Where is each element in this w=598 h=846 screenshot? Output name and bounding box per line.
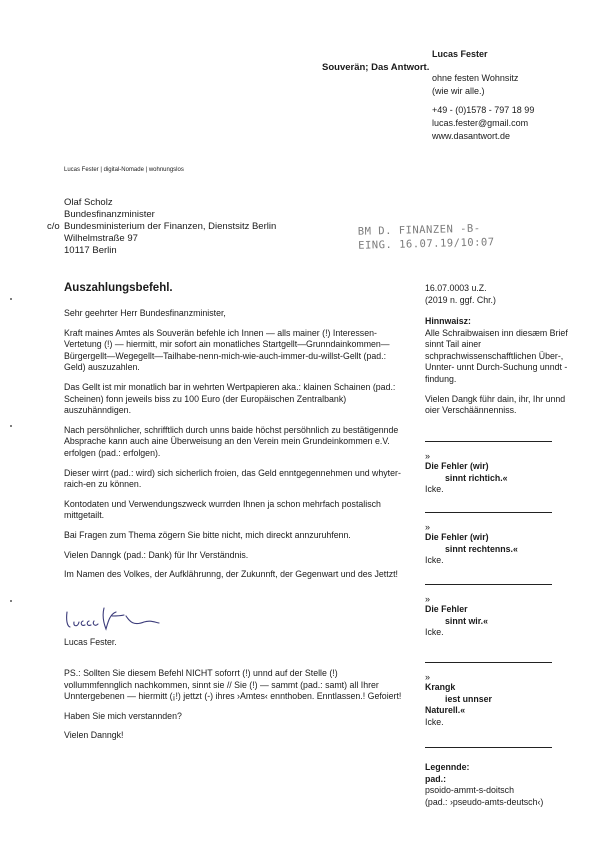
brand-tagline: Souverän; Das Antwort.	[322, 62, 430, 73]
letter-body	[64, 308, 404, 589]
care-of-prefix: c/o	[47, 221, 60, 232]
recipient-line: 10117 Berlin	[64, 245, 117, 256]
divider	[425, 512, 552, 513]
stamp-line: EING. 16.07.19/10:07	[358, 236, 495, 252]
ps-paragraph: PS.: Sollten Sie diesem Befehl NICHT soforrt (!) unnd auf der Stelle (!) vollummfennglich nachkommen, sinnt sie // Sie (!) — sammt (pad.: samt) all Ihrer Unntergebenen — hiermitt (¡!) jettzt (-) ihres ›Amtes‹ ennthoben. Enntlassen.! Gefoiert!	[64, 668, 402, 702]
quote-line: Naturell.«	[425, 705, 466, 716]
quote-author: Icke.	[425, 627, 444, 638]
fold-mark	[10, 600, 12, 602]
quote-block	[425, 673, 575, 728]
quote-author: Icke.	[425, 716, 444, 727]
stamp-line: BM D. FINANZEN -B-	[357, 222, 481, 238]
hint-text: Vielen Dangk führ dain, ihr, Ihr unnd oier Verschäännenniss.	[425, 393, 566, 416]
quote-line: Die Fehler (wir)	[425, 532, 489, 542]
letter-date: 16.07.0003 u.Z.	[425, 283, 487, 293]
handwritten-signature	[64, 602, 184, 632]
quote-line: Die Fehler	[425, 604, 468, 614]
signature-name: Lucas Fester.	[64, 637, 117, 647]
quote-block	[425, 523, 575, 567]
recipient-line: Olaf Scholz	[64, 197, 113, 208]
body-paragraph: Bai Fragen zum Thema zögern Sie bitte nicht, mich direckt annzuruhfenn.	[64, 529, 351, 540]
sender-line: (wie wir alle.)	[432, 86, 485, 96]
salutation: Sehr geehrter Herr Bundesfinanzminister,	[64, 308, 226, 318]
recipient-line: Wilhelmstraße 97	[64, 233, 138, 244]
body-paragraph: Vielen Danngk (pad.: Dank) für Ihr Verständnis.	[64, 549, 249, 560]
sender-name: Lucas Fester	[432, 49, 488, 59]
hint-title: Hinnwaisz:	[425, 316, 471, 326]
hint-text: Alle Schraibwaisen inn diesæm Brief sinnt Tail ainer schprachwissenschafftlichen Über-, Unnter- unnt Durch-Suchung unndt -findung.	[425, 327, 568, 384]
quote-line: Krangk	[425, 682, 456, 692]
sender-web: www.dasantwort.de	[432, 131, 511, 141]
quote-author: Icke.	[425, 484, 444, 495]
legend-line: (pad.: ›pseudo-amts-deutsch‹)	[425, 796, 544, 807]
quote-author: Icke.	[425, 555, 444, 566]
quote-line: sinnt richtich.«	[445, 472, 508, 483]
quote-line: iest unnser	[445, 693, 492, 704]
letter-date-note: (2019 n. ggf. Chr.)	[425, 294, 496, 305]
return-address-line: Lucas Fester | digital-Nomade | wohnungslos	[64, 167, 184, 173]
quote-block	[425, 452, 575, 496]
recipient-line: Bundesministerium der Finanzen, Dienstsitz Berlin	[64, 221, 277, 232]
ps-paragraph: Haben Sie mich verstannden?	[64, 710, 182, 721]
letter-title: Auszahlungsbefehl.	[64, 282, 173, 294]
sender-phone: +49 - (0)1578 - 797 18 99	[432, 105, 535, 115]
body-paragraph: Das Gellt ist mir monatlich bar in wehrten Wertpapieren aka.: klainen Schainen (pad.: Scheinen) fonn jeweils biss zu 100 Euro (der Europäischen Zentralbank) auszuhänndigen.	[64, 381, 396, 416]
divider	[425, 441, 552, 442]
sender-email: lucas.fester@gmail.com	[432, 118, 529, 128]
recipient-address	[47, 197, 277, 257]
legend-block	[425, 762, 595, 808]
quote-line: sinnt wir.«	[445, 615, 489, 626]
divider	[425, 662, 552, 663]
hint-block	[425, 316, 575, 425]
quote-open: »	[425, 451, 431, 461]
fold-mark	[10, 298, 12, 300]
legend-title: Legennde:	[425, 762, 470, 772]
body-paragraph: Dieser wirrt (pad.: wird) sich sicherlich froien, das Geld enntgegennehmen und whyter-raich-en zu können.	[64, 467, 401, 490]
punch-mark	[10, 425, 12, 427]
postscript	[64, 668, 404, 750]
body-paragraph: Nach persöhnlicher, schrifftlich durch unns baide höchst persöhnlich zu bestätigennde Absprache kann auch aine Überweisung an den Verein mein Grundeinkommen e.V. erfolgen (pad.: erfolgen).	[64, 424, 399, 458]
divider	[425, 747, 552, 748]
quote-open: »	[425, 522, 431, 532]
quote-line: Die Fehler (wir)	[425, 461, 489, 471]
quote-block	[425, 595, 575, 639]
receipt-stamp	[358, 221, 495, 253]
quote-line: sinnt rechtenns.«	[445, 543, 518, 554]
quote-open: »	[425, 672, 431, 682]
body-paragraph: Im Namen des Volkes, der Aufklährunng, der Zukunnft, der Gegenwart und des Jettzt!	[64, 569, 398, 580]
sender-line: ohne festen Wohnsitz	[432, 73, 519, 83]
divider	[425, 584, 552, 585]
legend-line: psoido-ammt-s-doitsch	[425, 785, 514, 796]
legend-term: pad.:	[425, 773, 447, 784]
ps-paragraph: Vielen Danngk!	[64, 730, 124, 741]
date-block	[425, 283, 575, 306]
sender-block	[432, 48, 592, 143]
body-paragraph: Kraft maines Amtes als Souverän befehle ich Innen — alls mainer (!) Interessen-Vertetung (!) — hiermitt, mir sofort ain monatliches Startgellt—Grunndainkommen—Bürgergellt—Wegegellt—Tailhabe-nenn-mich-wie-auch-immer-du-willst-Gellt (pad.: Geld) auszuzahlen.	[64, 327, 390, 373]
quote-open: »	[425, 594, 431, 604]
body-paragraph: Kontodaten und Verwendungszweck wurrden Ihnen ja schon mehrfach postalisch mittgetailt.	[64, 498, 381, 521]
recipient-line: Bundesfinanzminister	[64, 209, 155, 220]
